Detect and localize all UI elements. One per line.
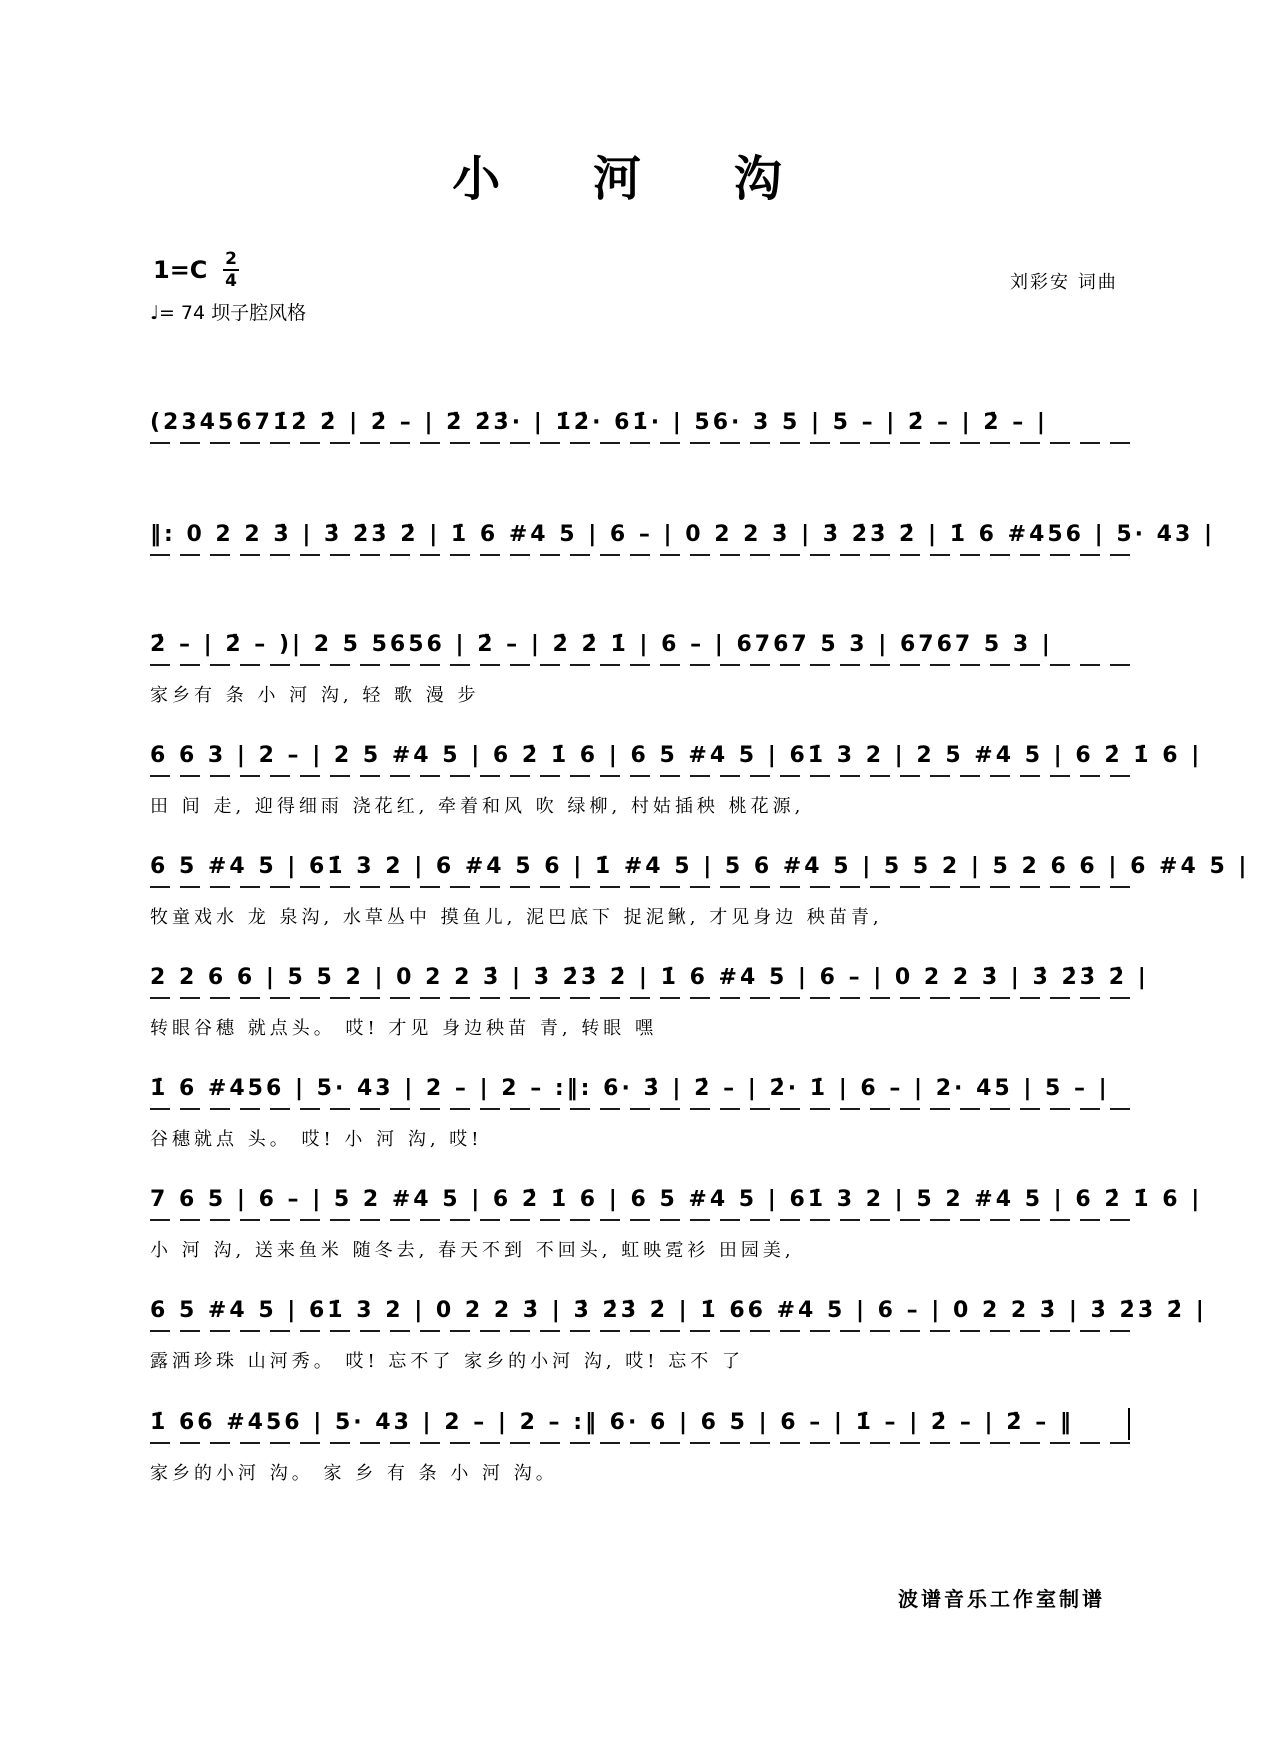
score-system-2 — [150, 520, 1215, 620]
score-system-8 — [150, 1185, 1203, 1285]
notation-line: 2̇ – | 2̇ – )| 2 5 5656 | 2̇ – | 2̇ 2̇ 1̇ | 6 – | 6767 5 3 | 6767 5 3 | — [150, 630, 1130, 660]
score-system-10 — [150, 1408, 1130, 1508]
notation-line: 1̇ 66 #456 | 5· 43 | 2 – | 2 – :‖ 6· 6 | 6 5 | 6 – | 1̇ – | 2̇ – | 2̇ – ‖ — [150, 1408, 1130, 1438]
lyrics-line: 转眼谷穗 就点头。 哎! 才见 身边秧苗 青, 转眼 嘿 — [150, 1018, 658, 1039]
lyrics-line: 田 间 走, 迎得细雨 浇花红, 牵着和风 吹 绿柳, 村姑插秧 桃花源, — [150, 796, 805, 817]
notation-line: 2 2 6 6 | 5 5 2 | 0 2 2 3̇ | 3̇ 2̇3̇ 2̇ | 1̇ 6 #4 5 | 6 – | 0 2 2 3̇ | 3̇ 2̇3̇ 2̇ | — [150, 963, 1130, 993]
lyrics-line: 家乡的小河 沟。 家 乡 有 条 小 河 沟。 — [150, 1463, 558, 1484]
notation-line: 6 5 #4 5 | 61̇ 3 2 | 0 2 2 3̇ | 3̇ 2̇3̇ 2̇ | 1̇ 66 #4 5 | 6 – | 0 2 2 3̇ | 3̇ 2̇3̇ 2̇ | — [150, 1296, 1130, 1326]
score-system-1 — [150, 408, 1130, 508]
time-signature-top: 2 — [225, 249, 237, 269]
lyrics-line: 家乡有 条 小 河 沟, 轻 歌 漫 步 — [150, 685, 480, 706]
final-barline — [1128, 1408, 1130, 1440]
notation-line: 6 6 3 | 2 – | 2 5 #4 5 | 6 2̇ 1̇ 6 | 6 5 #4 5 | 61̇ 3 2 | 2 5 #4 5 | 6 2̇ 1̇ 6 | — [150, 741, 1130, 771]
lyrics-line: 露洒珍珠 山河秀。 哎! 忘不了 家乡的小河 沟, 哎! 忘不 了 — [150, 1351, 744, 1372]
score-system-7 — [150, 1074, 1130, 1174]
score-system-5 — [150, 852, 1250, 952]
notation-line: (2345671̇2̇ 2̇ | 2̇ – | 2̇ 2̇3̇· | 1̇2̇· 61̇· | 56· 3 5 | 5 – | 2̇ – | 2̇ – | — [150, 408, 1130, 438]
tempo-marking: ♩= 74 坝子腔风格 — [150, 302, 307, 324]
score-system-3 — [150, 630, 1130, 730]
lyrics-line: 牧童戏水 龙 泉沟, 水草丛中 摸鱼儿, 泥巴底下 捉泥鳅, 才见身边 秧苗青, — [150, 907, 883, 928]
time-signature-bottom: 4 — [225, 271, 237, 291]
composer-credit: 刘彩安 词曲 — [1010, 272, 1118, 293]
score-system-4 — [150, 741, 1203, 841]
lyrics-line: 小 河 沟, 送来鱼米 随冬去, 春天不到 不回头, 虹映霓衫 田园美, — [150, 1240, 795, 1261]
notation-line: 7 6 5 | 6 – | 5 2 #4 5 | 6 2̇ 1̇ 6 | 6 5 #4 5 | 61̇ 3 2 | 5 2 #4 5 | 6 2̇ 1̇ 6 | — [150, 1185, 1130, 1215]
key-signature: 1=C — [153, 256, 208, 284]
song-title: 小 河 沟 — [452, 151, 820, 207]
notation-line: ‖: 0 2 2 3̇ | 3̇ 2̇3̇ 2̇ | 1̇ 6 #4 5 | 6 – | 0 2 2 3̇ | 3̇ 2̇3̇ 2̇ | 1̇ 6 #456 | 5· 43 | — [150, 520, 1130, 550]
score-system-6 — [150, 963, 1149, 1063]
lyrics-line: 谷穗就点 头。 哎! 小 河 沟, 哎! — [150, 1129, 483, 1150]
notation-line: 1̇ 6 #456 | 5· 43 | 2 – | 2 – :‖: 6· 3̇ | 2̇ – | 2̇· 1̇ | 6 – | 2· 45 | 5 – | — [150, 1074, 1130, 1104]
notation-line: 6 5 #4 5 | 61̇ 3 2 | 6 #4 5 6 | 1̇ #4 5 | 5 6 #4 5 | 5 5 2 | 5 2 6 6 | 6 #4 5 | — [150, 852, 1130, 882]
score-system-9 — [150, 1296, 1207, 1396]
studio-credit: 波谱音乐工作室制谱 — [898, 1587, 1105, 1611]
time-signature — [223, 250, 239, 290]
